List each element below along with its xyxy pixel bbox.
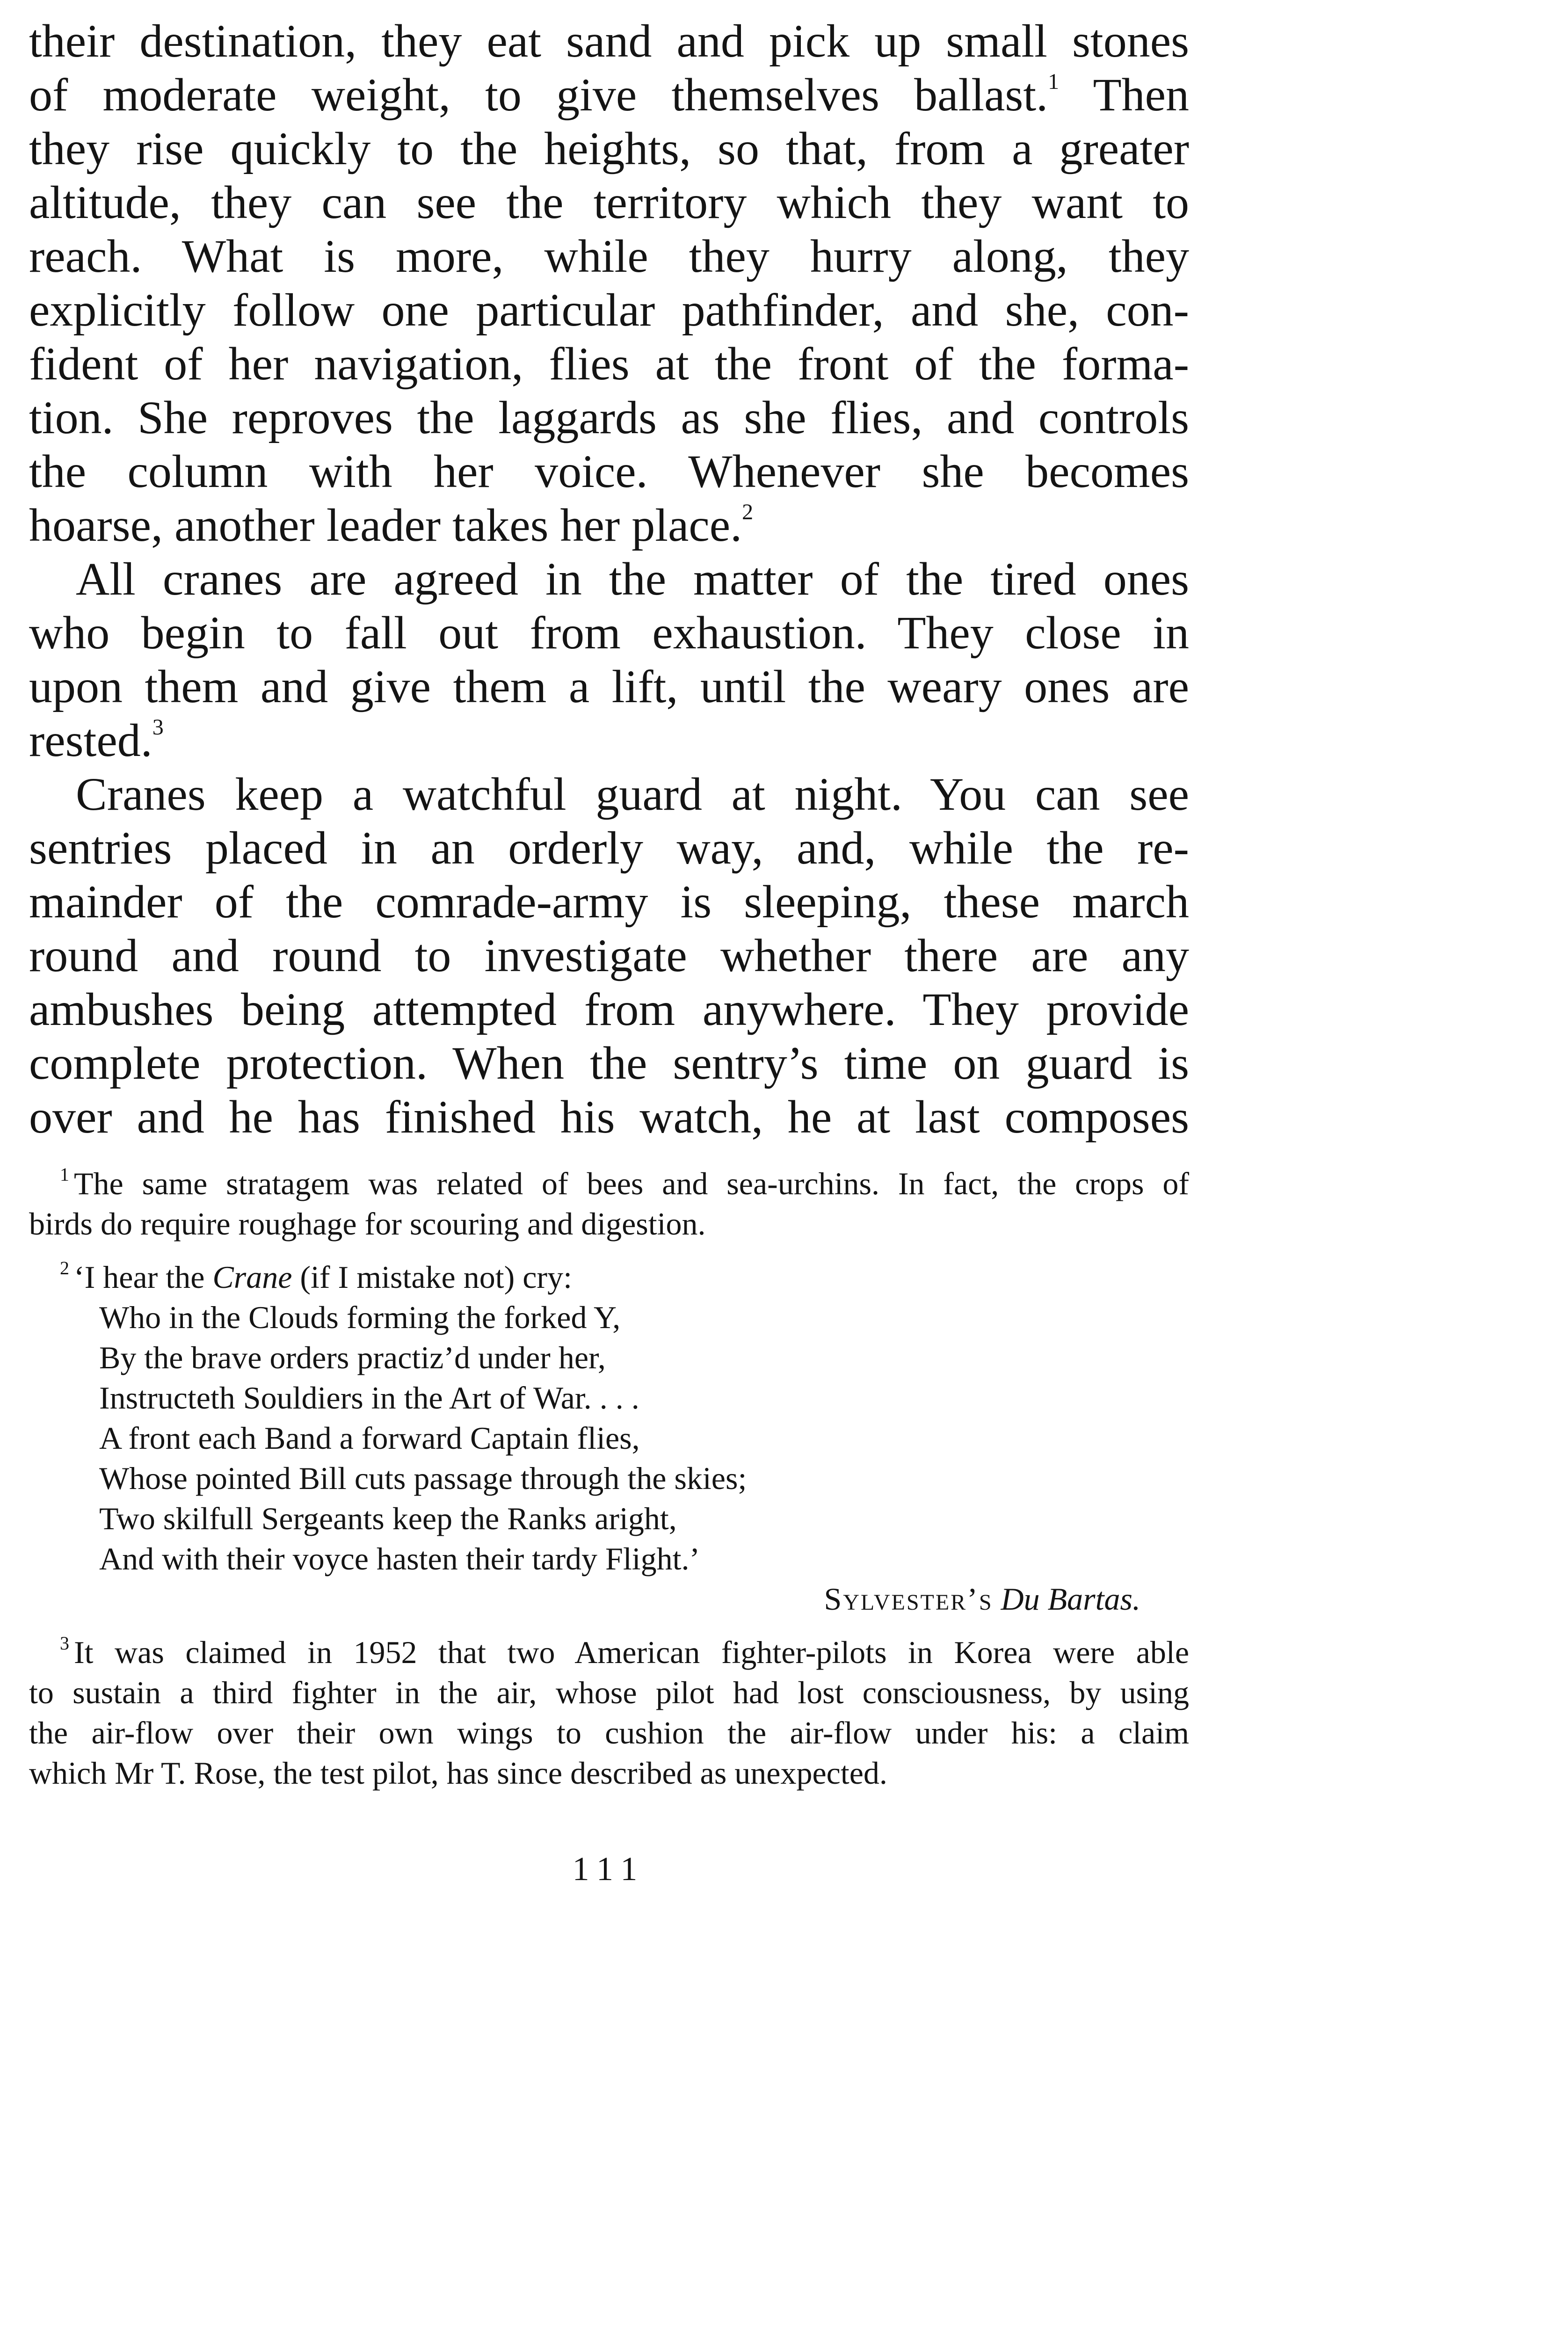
footnote-line: $^2$ ‘I hear the Crane (if I mistake not) cry: — [60, 1257, 572, 1295]
paragraph-1 — [29, 14, 1189, 552]
footnote-mark: 3 — [60, 1633, 69, 1654]
poem-verse: Two skilfull Sergeants keep the Ranks aright, — [99, 1501, 677, 1536]
poem-verse: Whose pointed Bill cuts passage through the skies; — [99, 1460, 747, 1496]
text-line: round and round to investigate whether there are any — [29, 930, 1189, 981]
poem-verse: Instructeth Souldiers in the Art of War. . . . — [99, 1380, 639, 1416]
poem-verse: A front each Band a forward Captain flies, — [99, 1420, 640, 1456]
poem-attribution — [29, 1579, 1189, 1619]
footnote-line: to sustain a third fighter in the air, whose pilot had lost consciousness, by using — [29, 1675, 1189, 1710]
text-line: altitude, they can see the territory which they want to — [29, 176, 1189, 228]
text-line: ambushes being attempted from anywhere. They provide — [29, 983, 1189, 1035]
text-line: complete protection. When the sentry’s time on guard is — [29, 1037, 1189, 1089]
text-line: mainder of the comrade-army is sleeping, these march — [29, 876, 1189, 928]
attribution-author: Sylvester’s — [824, 1581, 993, 1617]
footnote-line: which Mr T. Rose, the test pilot, has since described as unexpected. — [29, 1755, 887, 1791]
text-line: over and he has finished his watch, he at last composes — [29, 1091, 1189, 1143]
text-line: explicitly follow one particular pathfinder, and she, con- — [29, 284, 1189, 336]
main-text — [29, 14, 1189, 1144]
poem-verse: And with their voyce hasten their tardy Flight.’ — [99, 1541, 700, 1576]
poem-verse: Who in the Clouds forming the forked Y, — [99, 1300, 621, 1335]
text-line: of moderate weight, to give themselves ballast.$^1$ Then — [29, 69, 1190, 121]
page-content — [29, 14, 1190, 1888]
paragraph-2 — [29, 552, 1189, 767]
text-line: upon them and give them a lift, until the weary ones are — [29, 661, 1189, 712]
paragraph-3 — [29, 767, 1189, 1144]
text-line: they rise quickly to the heights, so that, from a greater — [29, 123, 1189, 174]
text-line: hoarse, another leader takes her place.$^2$ — [29, 499, 754, 551]
text-line: their destination, they eat sand and pick up small stones — [29, 15, 1189, 67]
text-line: rested.$^3$ — [29, 714, 164, 766]
footnote-1 — [29, 1163, 1189, 1244]
footnote-line: birds do require roughage for scouring and digestion. — [29, 1206, 706, 1242]
footnote-mark: 1 — [60, 1164, 69, 1185]
attribution-work: Du Bartas. — [1001, 1581, 1140, 1617]
text-line: reach. What is more, while they hurry along, they — [29, 230, 1189, 282]
poem-verse: By the brave orders practiz’d under her, — [99, 1340, 606, 1375]
text-line: Cranes keep a watchful guard at night. You can see — [76, 768, 1189, 820]
footnote-mark: 2 — [60, 1257, 69, 1278]
text-line: the column with her voice. Whenever she becomes — [29, 445, 1189, 497]
footnote-ref-3[interactable]: 3 — [152, 715, 164, 740]
page-number: 111 — [572, 1850, 646, 1888]
text-line: All cranes are agreed in the matter of the tired ones — [76, 553, 1189, 605]
footnote-3 — [29, 1632, 1189, 1793]
footnote-line: the air-flow over their own wings to cushion the air-flow under his: a claim — [29, 1715, 1189, 1751]
text-line: sentries placed in an orderly way, and, while the re- — [29, 822, 1189, 874]
footnotes-section — [29, 1163, 1189, 1793]
text-line: fident of her navigation, flies at the front of the forma- — [29, 338, 1189, 390]
footnote-line: $^3$ It was claimed in 1952 that two American fighter-pilots in Korea were able — [60, 1633, 1189, 1670]
footnote-ref-1[interactable]: 1 — [1048, 69, 1060, 94]
text-line: who begin to fall out from exhaustion. They close in — [29, 607, 1189, 659]
footnote-2 — [29, 1257, 1189, 1619]
text-line: tion. She reproves the laggards as she flies, and controls — [29, 392, 1189, 443]
crane-word: Crane — [212, 1259, 292, 1295]
footnote-ref-2[interactable]: 2 — [742, 500, 754, 524]
footnote-line: $^1$ The same stratagem was related of bees and sea-urchins. In fact, the crops of — [60, 1164, 1189, 1201]
